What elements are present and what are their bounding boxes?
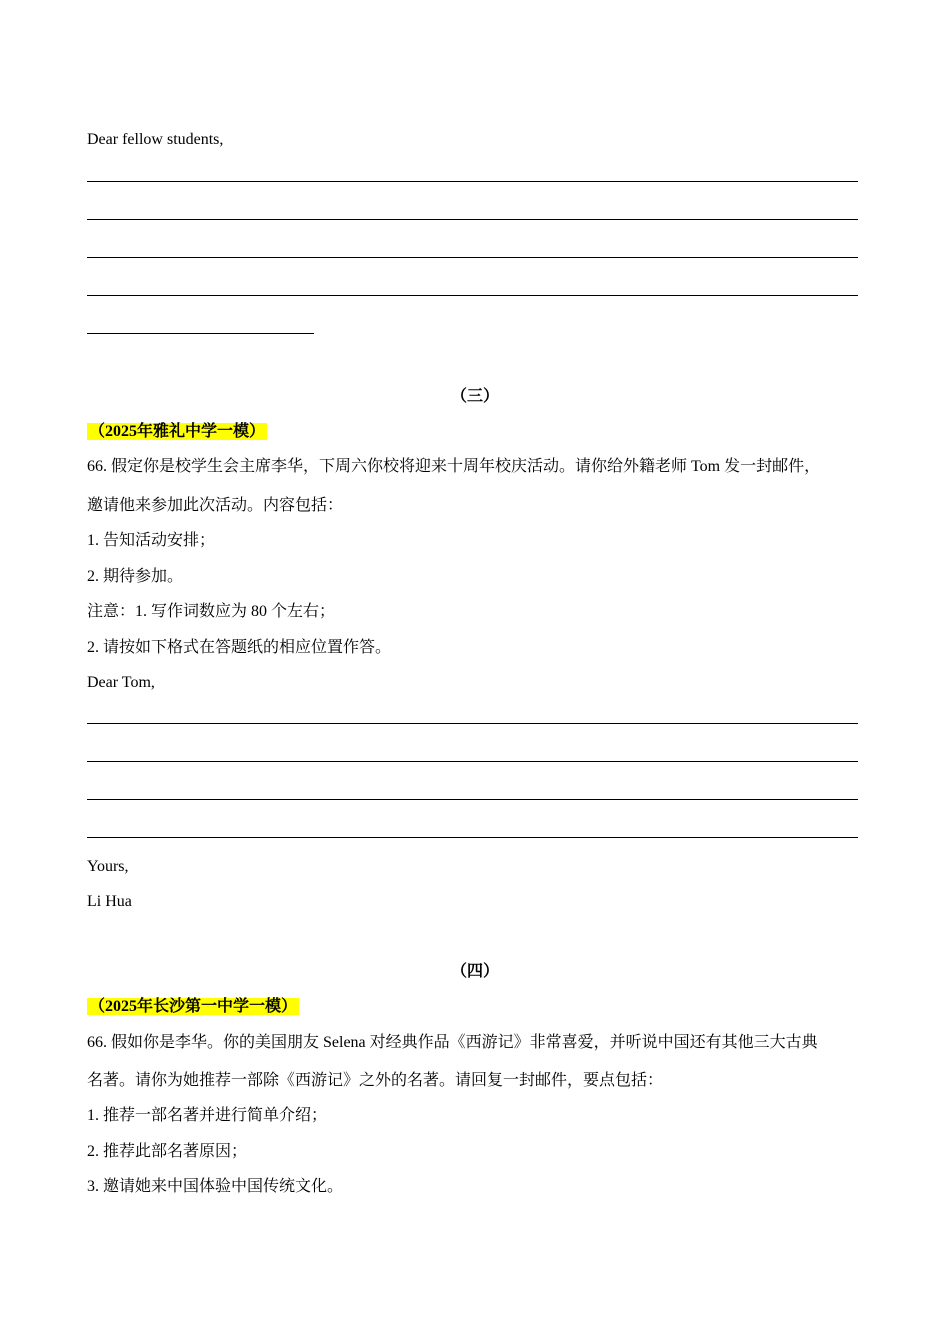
- answer-line: [87, 761, 858, 762]
- answer-line: [87, 219, 858, 220]
- question-text-line1: 66. 假定你是校学生会主席李华，下周六你校将迎来十周年校庆活动。请你给外籍老师 Tom 发一封邮件，: [87, 458, 821, 475]
- requirement-point-3: 3. 邀请她来中国体验中国传统文化。: [87, 1178, 344, 1195]
- note-line-1: 注意：1. 写作词数应为 80 个左右；: [87, 603, 336, 620]
- salutation-tom: Dear Tom,: [87, 674, 155, 691]
- question-text-line2: 邀请他来参加此次活动。内容包括：: [87, 497, 344, 514]
- letter-signature: Li Hua: [87, 893, 132, 910]
- answer-line: [87, 723, 858, 724]
- answer-line: [87, 837, 858, 838]
- source-tag-4: （2025年长沙第一中学一模）: [89, 998, 298, 1015]
- answer-line: [87, 295, 858, 296]
- answer-line: [87, 181, 858, 182]
- requirement-point-2: 2. 期待参加。: [87, 568, 184, 585]
- salutation-fellow-students: Dear fellow students,: [87, 131, 224, 148]
- requirement-point-1: 1. 推荐一部名著并进行简单介绍；: [87, 1107, 328, 1124]
- answer-line-short: [87, 333, 314, 334]
- requirement-point-2: 2. 推荐此部名著原因；: [87, 1143, 248, 1160]
- answer-line: [87, 799, 858, 800]
- requirement-point-1: 1. 告知活动安排；: [87, 532, 216, 549]
- section-heading-3: （三）: [450, 388, 499, 405]
- letter-closing: Yours,: [87, 858, 129, 875]
- note-line-2: 2. 请按如下格式在答题纸的相应位置作答。: [87, 639, 392, 656]
- question-text-line1: 66. 假如你是李华。你的美国朋友 Selena 对经典作品《西游记》非常喜爱，并听说中国还有其他三大古典: [87, 1034, 818, 1051]
- question-text-line2: 名著。请你为她推荐一部除《西游记》之外的名著。请回复一封邮件，要点包括：: [87, 1072, 664, 1089]
- answer-line: [87, 257, 858, 258]
- section-heading-4: （四）: [450, 963, 499, 980]
- source-tag-3: （2025年雅礼中学一模）: [89, 423, 266, 440]
